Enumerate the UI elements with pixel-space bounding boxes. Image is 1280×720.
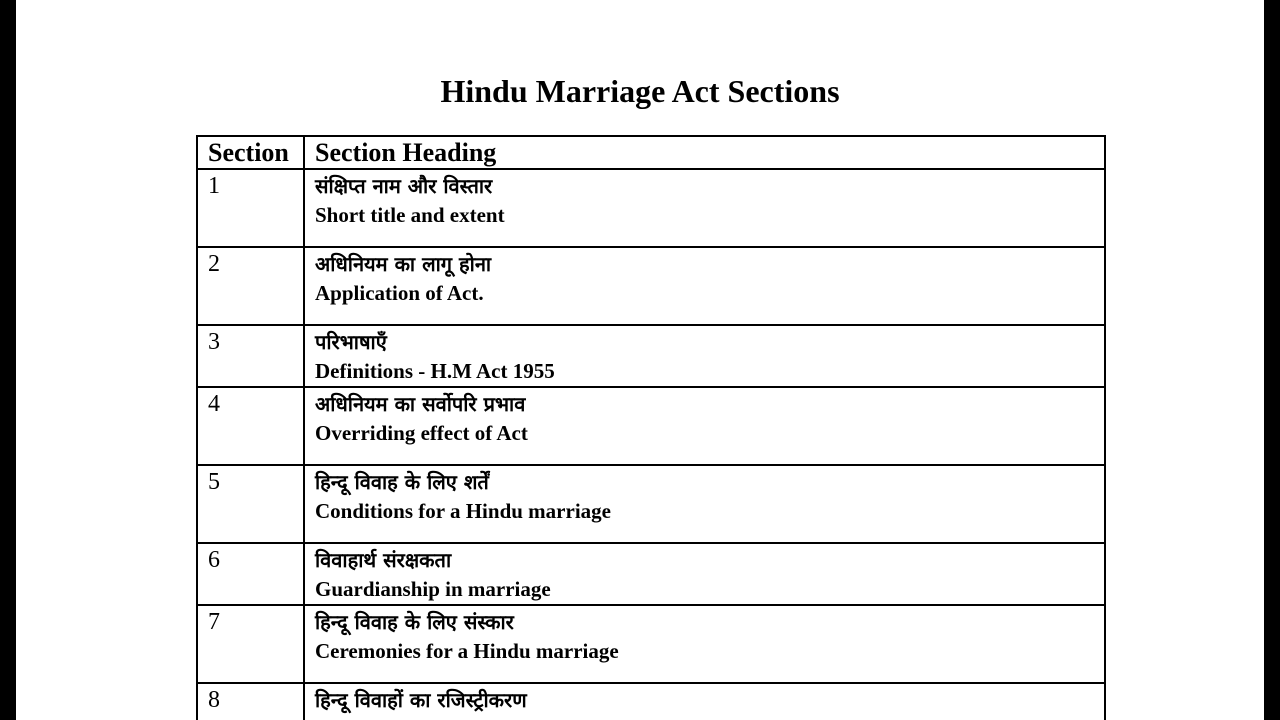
table-row (197, 605, 1105, 683)
section-number: 5 (197, 465, 304, 543)
section-heading-cell (304, 325, 1105, 387)
section-heading-cell (304, 465, 1105, 543)
section-number: 4 (197, 387, 304, 465)
document-title: Hindu Marriage Act Sections (440, 73, 840, 109)
section-heading-cell (304, 169, 1105, 247)
table-row (197, 543, 1105, 605)
section-heading-cell (304, 247, 1105, 325)
section-heading-english: Definitions - H.M Act 1955 (315, 359, 555, 383)
section-number: 1 (197, 169, 304, 247)
column-header-heading: Section Heading (304, 136, 1105, 169)
table-row (197, 247, 1105, 325)
section-number: 8 (197, 683, 304, 720)
document-page (16, 0, 1264, 720)
section-heading-hindi: अधिनियम का सर्वोपरि प्रभाव (315, 392, 526, 416)
section-number: 3 (197, 325, 304, 387)
section-number: 7 (197, 605, 304, 683)
section-heading-cell (304, 387, 1105, 465)
section-number: 6 (197, 543, 304, 605)
table-row (197, 169, 1105, 247)
section-heading-cell (304, 543, 1105, 605)
section-heading-cell (304, 605, 1105, 683)
section-heading-hindi: अधिनियम का लागू होना (315, 252, 492, 276)
section-heading-hindi: हिन्दू विवाह के लिए संस्कार (315, 610, 514, 634)
section-heading-hindi: विवाहार्थ संरक्षकता (315, 548, 452, 572)
table-row (197, 683, 1105, 720)
section-heading-cell (304, 683, 1105, 720)
section-heading-english: Ceremonies for a Hindu marriage (315, 639, 619, 663)
section-heading-hindi: संक्षिप्त नाम और विस्तार (315, 174, 493, 198)
table-row (197, 325, 1105, 387)
section-heading-english: Application of Act. (315, 281, 484, 305)
table-row (197, 465, 1105, 543)
table-row (197, 387, 1105, 465)
section-heading-hindi: परिभाषाएँ (315, 330, 387, 354)
table-header-row (197, 136, 1105, 169)
section-heading-hindi: हिन्दू विवाह के लिए शर्तें (315, 470, 489, 494)
section-heading-english: Guardianship in marriage (315, 577, 551, 601)
section-heading-english: Short title and extent (315, 203, 505, 227)
section-number: 2 (197, 247, 304, 325)
sections-table (196, 135, 1106, 720)
column-header-section: Section (197, 136, 304, 169)
section-heading-english: Overriding effect of Act (315, 421, 528, 445)
section-heading-english: Conditions for a Hindu marriage (315, 499, 611, 523)
section-heading-hindi: हिन्दू विवाहों का रजिस्ट्रीकरण (315, 688, 527, 712)
